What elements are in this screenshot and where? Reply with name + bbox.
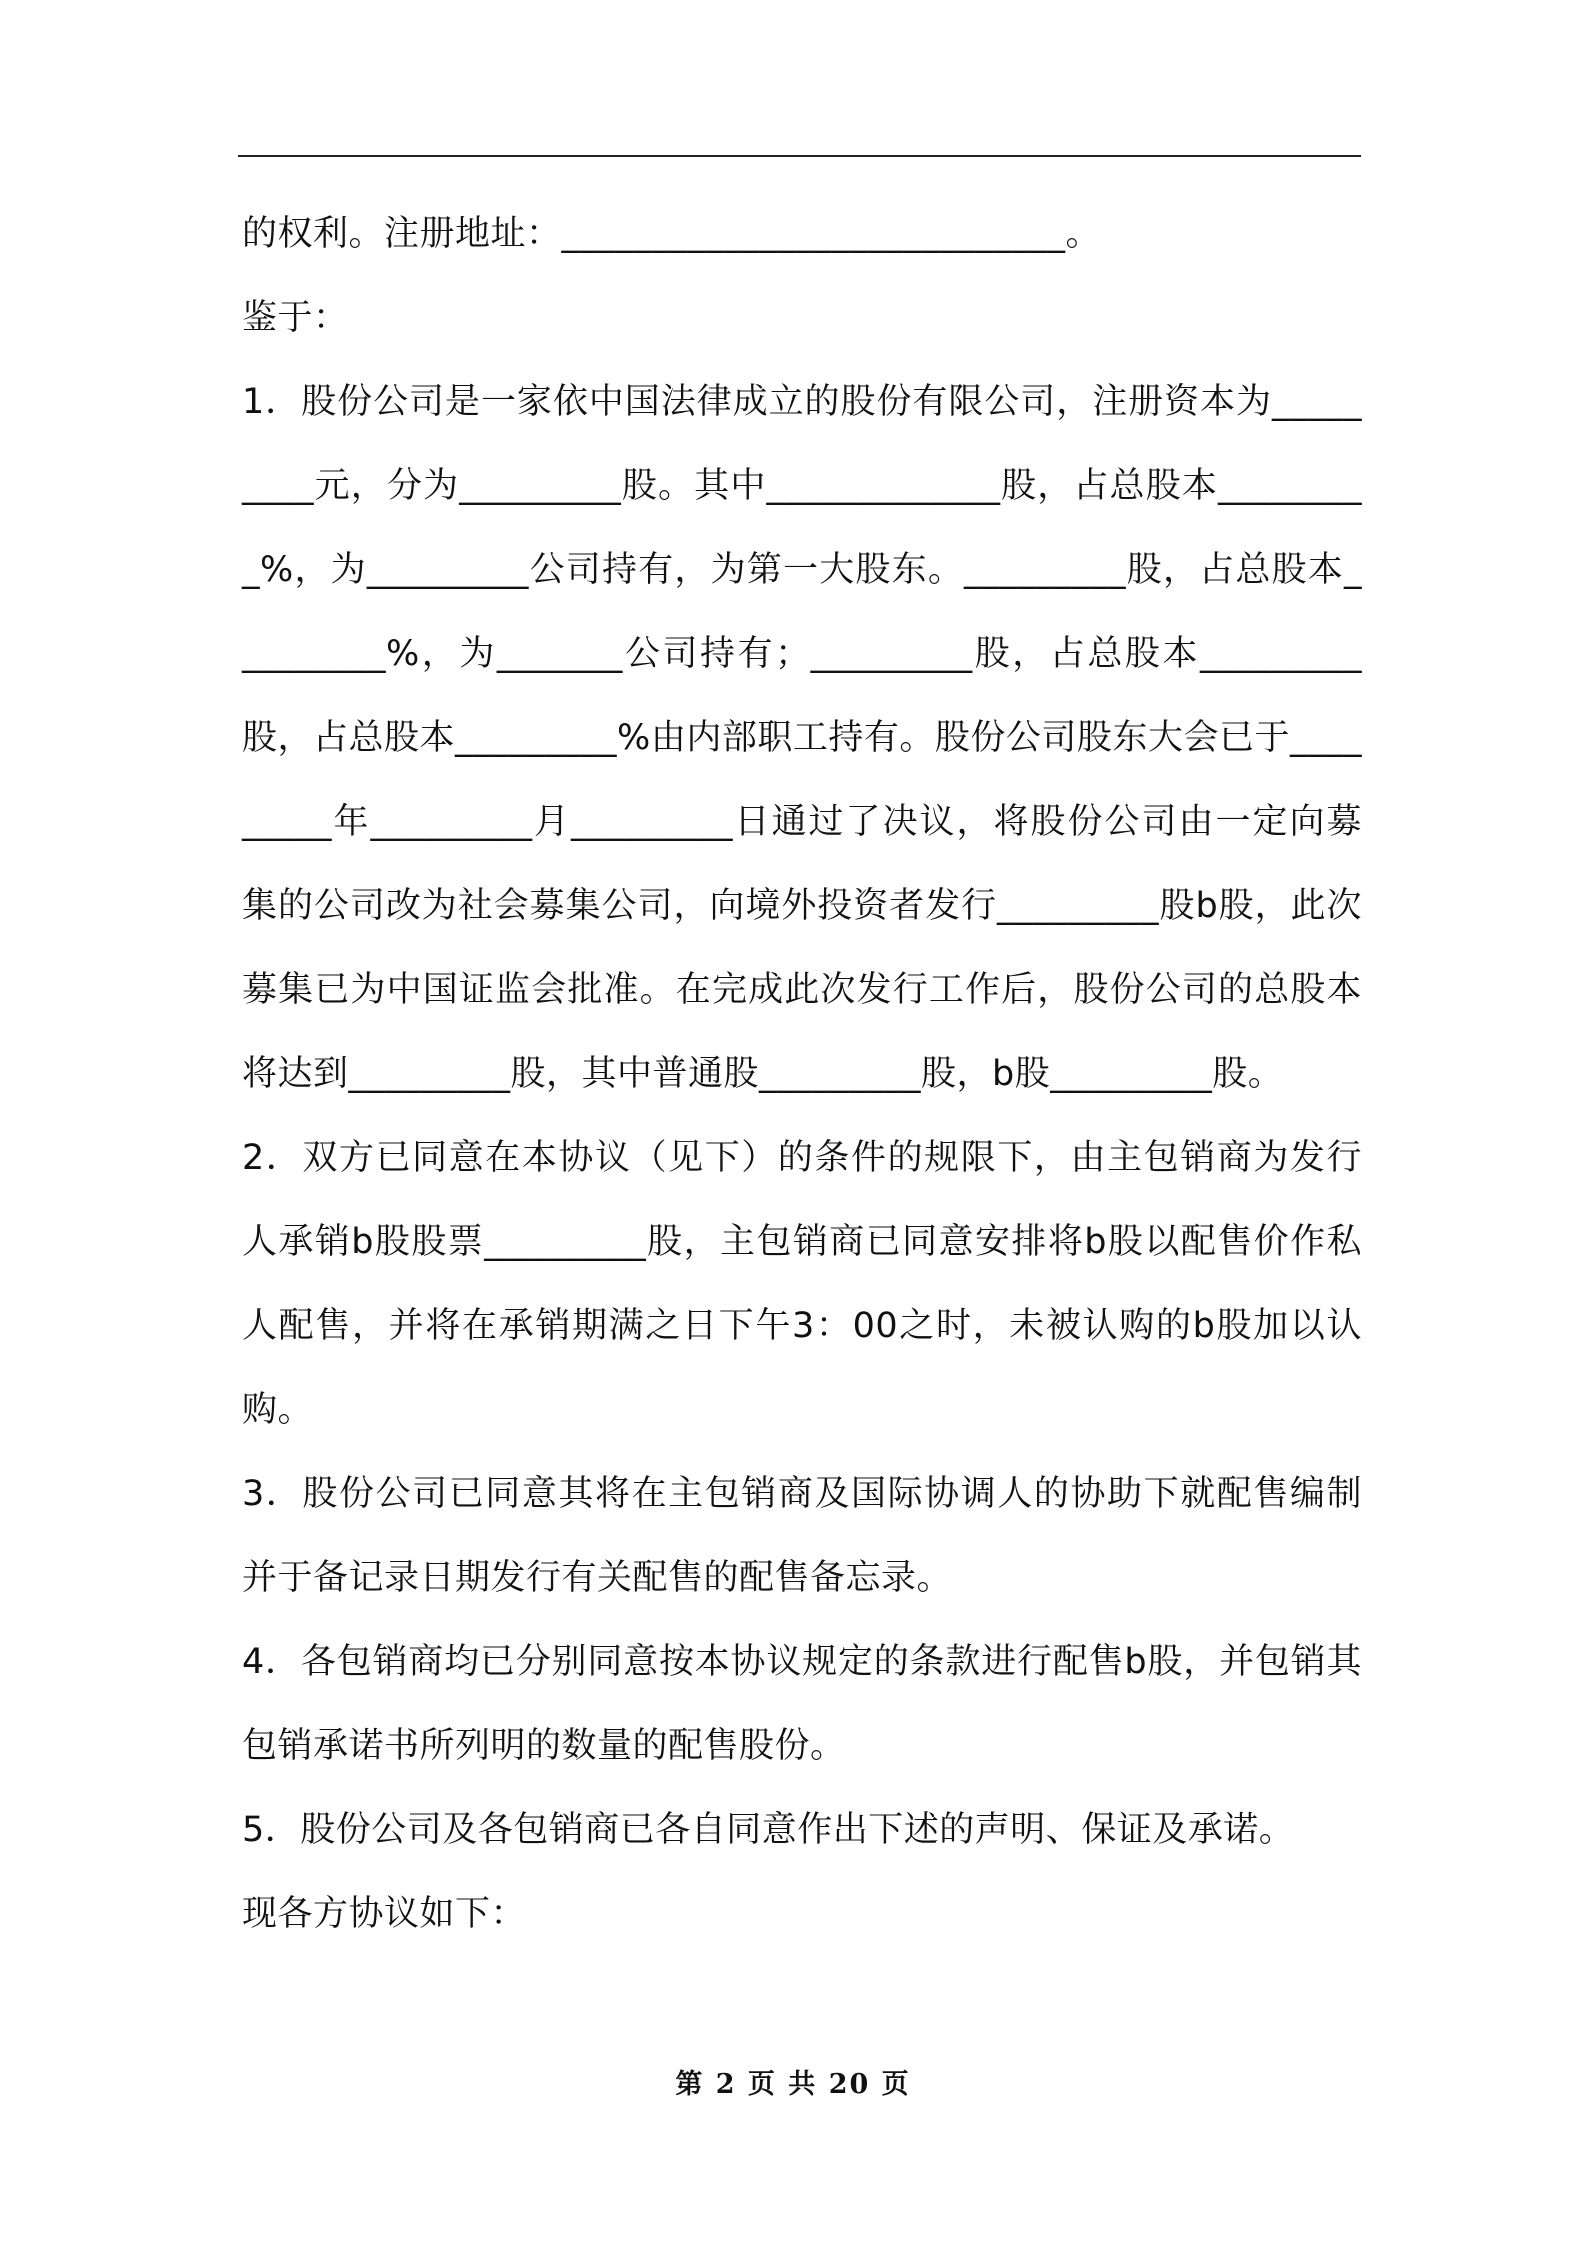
document-body <box>242 192 1362 1956</box>
paragraph-registered-address: 的权利。注册地址：____________________________。 <box>242 214 1102 254</box>
paragraph-whereas: 鉴于： <box>242 298 349 338</box>
paragraph-clause-2: 2．双方已同意在本协议（见下）的条件的规限下，由主包销商为发行人承销b股股票_________股，主包销商已同意安排将b股以配售价作私人配售，并将在承销期满之日下午3：00之时，未被认购的b股加以认购。 <box>242 1138 1362 1430</box>
paragraph-agreement-intro: 现各方协议如下： <box>242 1894 527 1934</box>
paragraph-clause-4: 4．各包销商均已分别同意按本协议规定的条款进行配售b股，并包销其包销承诺书所列明的数量的配售股份。 <box>242 1642 1362 1766</box>
paragraph-clause-5: 5．股份公司及各包销商已各自同意作出下述的声明、保证及承诺。 <box>242 1810 1295 1850</box>
header-rule <box>238 155 1361 157</box>
paragraph-clause-1: 1．股份公司是一家依中国法律成立的股份有限公司，注册资本为_________元，分为_________股。其中_____________股，占总股本_________%，为_________公司持有，为第一大股东。_________股，占总股本_________%，为_______公司持有；_________股，占总股本_________股，占总股本_________%由内部职工持有。股份公司股东大会已于_________年_________月_________日通过了决议，将股份公司由一定向募集的公司改为社会募集公司，向境外投资者发行_________股b股，此次募集已为中国证监会批准。在完成此次发行工作后，股份公司的总股本将达到_________股，其中普通股_________股，b股_________股。 <box>242 382 1362 1094</box>
page-number: 第 2 页 共 20 页 <box>675 2069 911 2100</box>
paragraph-clause-3: 3．股份公司已同意其将在主包销商及国际协调人的协助下就配售编制并于备记录日期发行有关配售的配售备忘录。 <box>242 1474 1362 1598</box>
